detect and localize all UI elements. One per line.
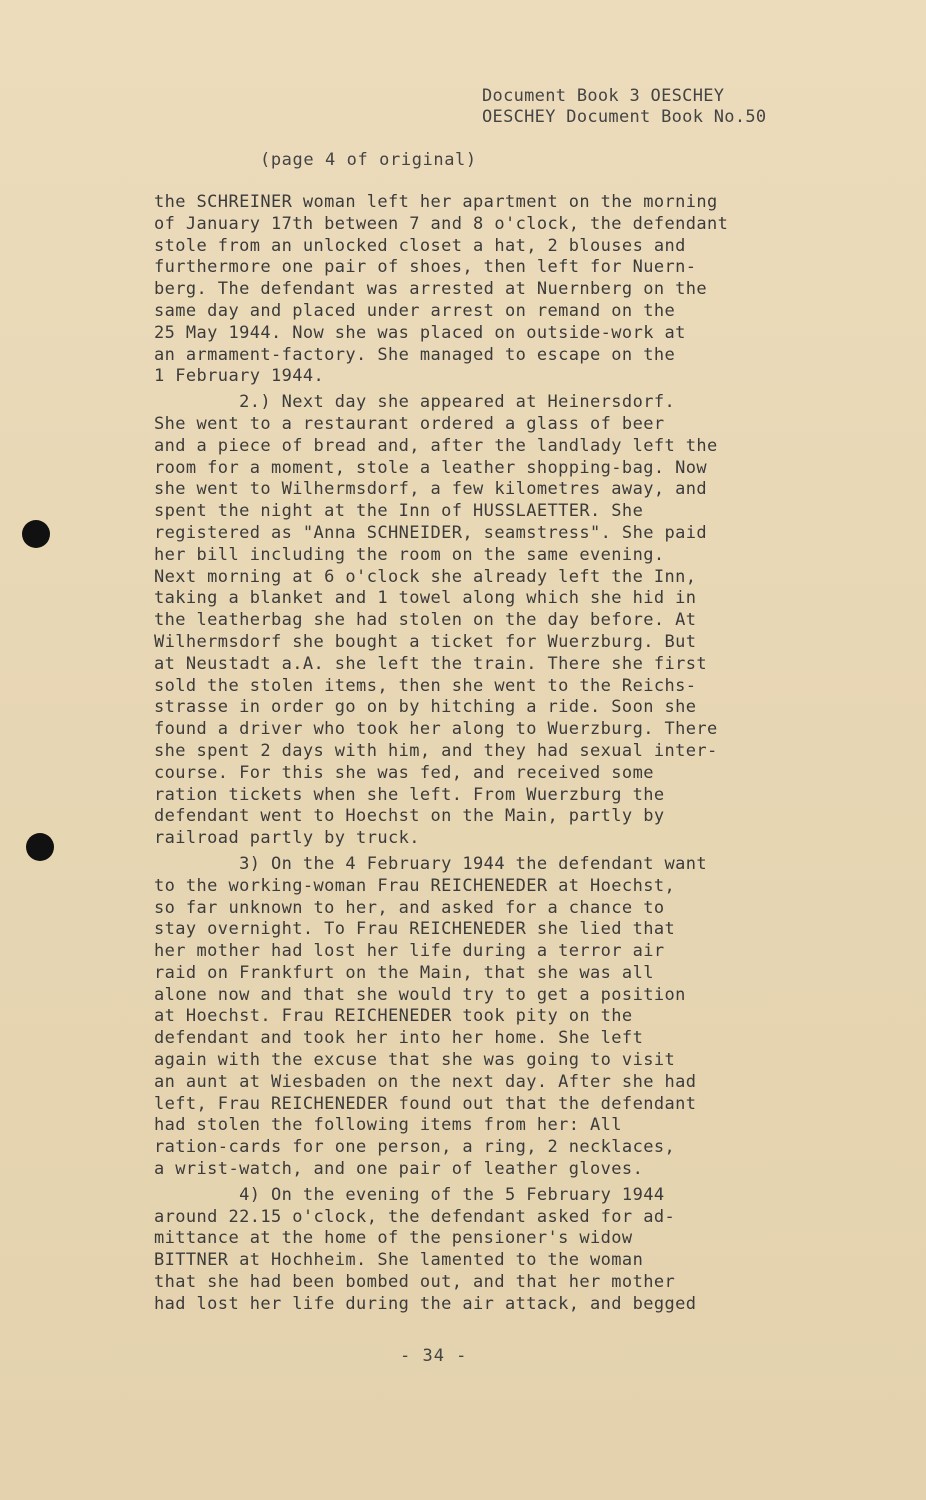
text-line: course. For this she was fed, and received some	[154, 762, 654, 783]
document-header	[482, 86, 766, 128]
text-line: same day and placed under arrest on remand on the	[154, 300, 676, 321]
text-line: furthermore one pair of shoes, then left for Nuern-	[154, 257, 697, 278]
punch-hole-bottom	[26, 833, 54, 861]
text-line: ration-cards for one person, a ring, 2 necklaces,	[154, 1137, 676, 1158]
header-line-2: OESCHEY Document Book No.50	[482, 107, 767, 127]
text-line: 2.) Next day she appeared at Heinersdorf.	[154, 392, 676, 413]
text-line: spent the night at the Inn of HUSSLAETTER. She	[154, 501, 644, 522]
text-line: raid on Frankfurt on the Main, that she was all	[154, 962, 654, 983]
page-number: - 34 -	[400, 1346, 468, 1366]
punch-hole-top	[22, 520, 50, 548]
text-line: 1 February 1944.	[154, 366, 325, 387]
text-line: an armament-factory. She managed to escape on the	[154, 344, 676, 365]
text-line: sold the stolen items, then she went to the Reichs-	[154, 675, 697, 696]
text-line: She went to a restaurant ordered a glass of beer	[154, 413, 665, 434]
text-line: defendant and took her into her home. She left	[154, 1028, 644, 1049]
text-line: mittance at the home of the pensioner's widow	[154, 1228, 633, 1249]
text-line: registered as "Anna SCHNEIDER, seamstress". She paid	[154, 522, 708, 543]
text-line: had lost her life during the air attack, and begged	[154, 1293, 697, 1314]
text-line: taking a blanket and 1 towel along which she hid in	[154, 588, 697, 609]
paragraph	[154, 854, 794, 1181]
text-line: strasse in order go on by hitching a ride. Soon she	[154, 697, 697, 718]
text-line: 25 May 1944. Now she was placed on outside-work at	[154, 322, 686, 343]
text-line: stay overnight. To Frau REICHENEDER she lied that	[154, 919, 676, 940]
text-line: found a driver who took her along to Wuerzburg. There	[154, 719, 718, 740]
text-line: of January 17th between 7 and 8 o'clock, the defendant	[154, 213, 729, 234]
paragraph	[154, 392, 794, 850]
text-line: had stolen the following items from her: All	[154, 1115, 622, 1136]
text-line: she spent 2 days with him, and they had sexual inter-	[154, 740, 718, 761]
text-line: BITTNER at Hochheim. She lamented to the woman	[154, 1250, 644, 1271]
text-line: ration tickets when she left. From Wuerzburg the	[154, 784, 665, 805]
text-line: alone now and that she would try to get a position	[154, 984, 686, 1005]
text-line: and a piece of bread and, after the landlady left the	[154, 435, 718, 456]
paragraph	[154, 1185, 794, 1316]
text-line: around 22.15 o'clock, the defendant asked for ad-	[154, 1206, 676, 1227]
text-line: railroad partly by truck.	[154, 828, 420, 849]
text-line: defendant went to Hoechst on the Main, partly by	[154, 806, 665, 827]
text-line: that she had been bombed out, and that her mother	[154, 1272, 676, 1293]
text-line: 3) On the 4 February 1944 the defendant want	[154, 853, 708, 874]
text-line: to the working-woman Frau REICHENEDER at Hoechst,	[154, 875, 676, 896]
text-line: room for a moment, stole a leather shopping-bag. Now	[154, 457, 708, 478]
text-line: 4) On the evening of the 5 February 1944	[154, 1184, 665, 1205]
text-line: her mother had lost her life during a terror air	[154, 941, 665, 962]
text-line: she went to Wilhermsdorf, a few kilometres away, and	[154, 479, 708, 500]
text-line: again with the excuse that she was going to visit	[154, 1050, 676, 1071]
original-page-note: (page 4 of original)	[260, 150, 477, 170]
header-line-1: Document Book 3 OESCHEY	[482, 86, 725, 106]
text-line: the leatherbag she had stolen on the day before. At	[154, 610, 697, 631]
text-line: at Neustadt a.A. she left the train. There she first	[154, 653, 708, 674]
text-line: Next morning at 6 o'clock she already left the Inn,	[154, 566, 697, 587]
text-line: the SCHREINER woman left her apartment on the morning	[154, 192, 718, 212]
text-line: Wilhermsdorf she bought a ticket for Wuerzburg. But	[154, 631, 697, 652]
text-line: at Hoechst. Frau REICHENEDER took pity on the	[154, 1006, 633, 1027]
paragraph	[154, 192, 794, 388]
text-line: berg. The defendant was arrested at Nuernberg on the	[154, 279, 708, 300]
text-line: left, Frau REICHENEDER found out that the defendant	[154, 1093, 697, 1114]
text-line: an aunt at Wiesbaden on the next day. After she had	[154, 1071, 697, 1092]
text-line: so far unknown to her, and asked for a chance to	[154, 897, 665, 918]
text-line: her bill including the room on the same evening.	[154, 544, 665, 565]
text-line: stole from an unlocked closet a hat, 2 blouses and	[154, 235, 686, 256]
document-body	[154, 192, 794, 1320]
text-line: a wrist-watch, and one pair of leather gloves.	[154, 1159, 644, 1180]
